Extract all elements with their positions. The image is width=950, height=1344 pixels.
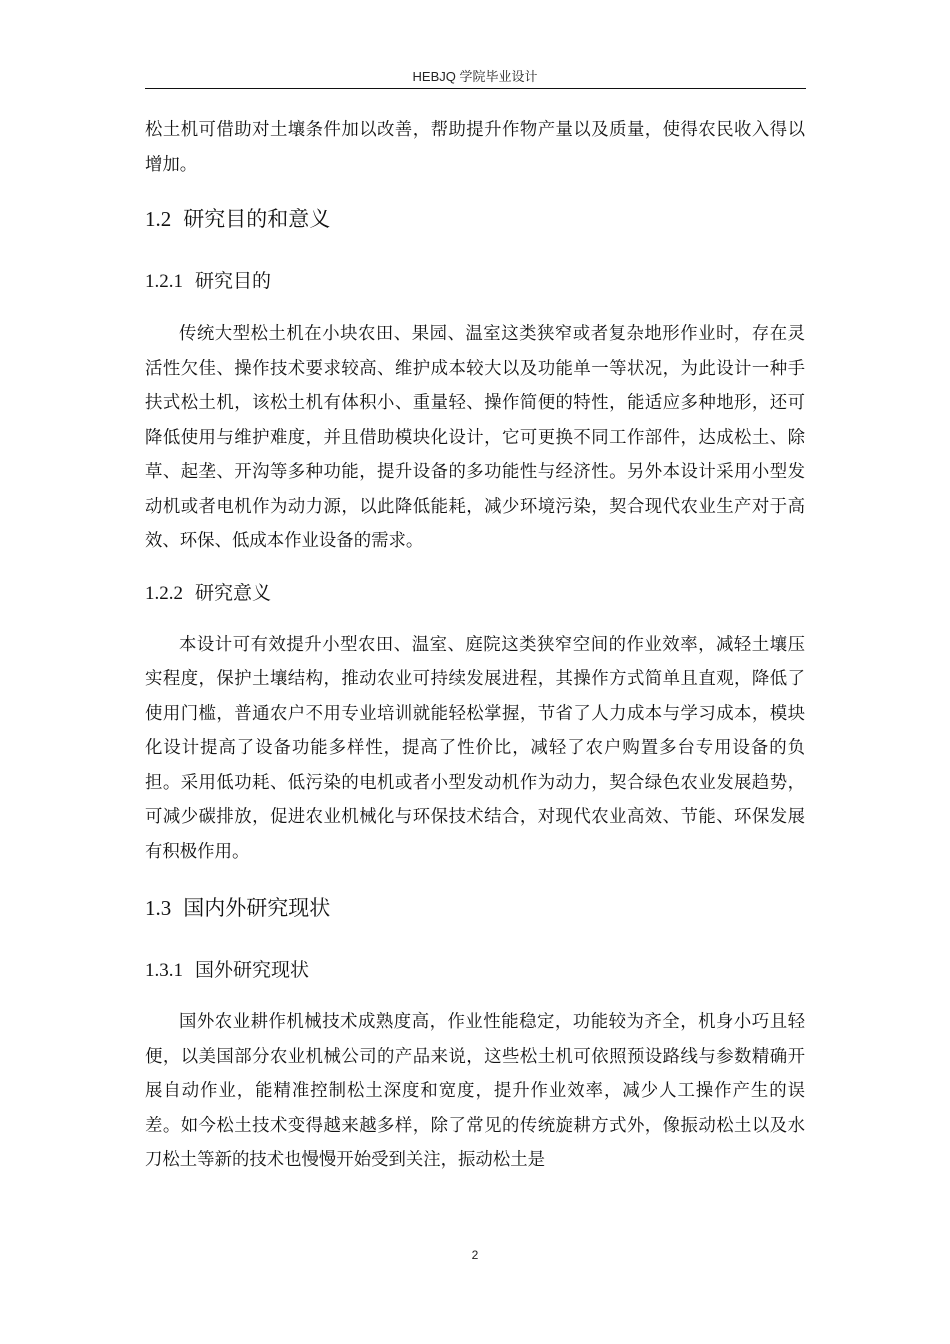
section-heading-1-2-2 xyxy=(145,579,805,608)
section-heading-1-2-1 xyxy=(145,267,805,296)
section-heading-1-3-1 xyxy=(145,956,805,985)
section-heading-1-3 xyxy=(145,893,805,923)
intro-paragraph: 松土机可借助对土壤条件加以改善，帮助提升作物产量以及质量，使得农民收入得以增加。 xyxy=(145,120,805,175)
section-title: 研究目的和意义 xyxy=(183,207,331,231)
document-body xyxy=(145,113,805,1178)
page-header: HEBJQ 学院毕业设计 xyxy=(412,69,538,84)
section-title: 研究目的 xyxy=(195,270,272,292)
section-number: 1.2.2 xyxy=(145,582,183,604)
foreign-research-paragraph: 国外农业耕作机械技术成熟度高，作业性能稳定，功能较为齐全，机身小巧且轻便，以美国部分农业机械公司的产品来说，这些松土机可依照预设路线与参数精确开展自动作业，能精准控制松土深度和宽度，提升作业效率，减少人工操作产生的误差。如今松土技术变得越来越多样，除了常见的传统旋耕方式外，像振动松土以及水刀松土等新的技术也慢慢开始受到关注，振动松土是 xyxy=(145,1012,805,1170)
page-number: 2 xyxy=(471,1248,479,1262)
section-title: 国内外研究现状 xyxy=(183,896,331,920)
section-number: 1.2 xyxy=(145,207,172,231)
section-title: 国外研究现状 xyxy=(195,959,310,981)
purpose-paragraph: 传统大型松土机在小块农田、果园、温室这类狭窄或者复杂地形作业时，存在灵活性欠佳、操作技术要求较高、维护成本较大以及功能单一等状况，为此设计一种手扶式松土机，该松土机有体积小、重量轻、操作简便的特性，能适应多种地形，还可降低使用与维护难度，并且借助模块化设计，它可更换不同工作部件，达成松土、除草、起垄、开沟等多种功能，提升设备的多功能性与经济性。另外本设计采用小型发动机或者电机作为动力源，以此降低能耗，减少环境污染，契合现代农业生产对于高效、环保、低成本作业设备的需求。 xyxy=(145,324,805,551)
section-number: 1.3.1 xyxy=(145,960,183,981)
header-divider xyxy=(145,88,806,89)
significance-paragraph: 本设计可有效提升小型农田、温室、庭院这类狭窄空间的作业效率，减轻土壤压实程度，保护土壤结构，推动农业可持续发展进程，其操作方式简单且直观，降低了使用门槛，普通农户不用专业培训就能轻松掌握，节省了人力成本与学习成本，模块化设计提高了设备功能多样性，提高了性价比，减轻了农户购置多台专用设备的负担。采用低功耗、低污染的电机或者小型发动机作为动力，契合绿色农业发展趋势，可减少碳排放，促进农业机械化与环保技术结合，对现代农业高效、节能、环保发展有积极作用。 xyxy=(145,634,805,862)
section-number: 1.2.1 xyxy=(145,271,183,292)
section-heading-1-2 xyxy=(145,204,805,234)
section-title: 研究意义 xyxy=(195,581,272,604)
section-number: 1.3 xyxy=(145,896,172,920)
